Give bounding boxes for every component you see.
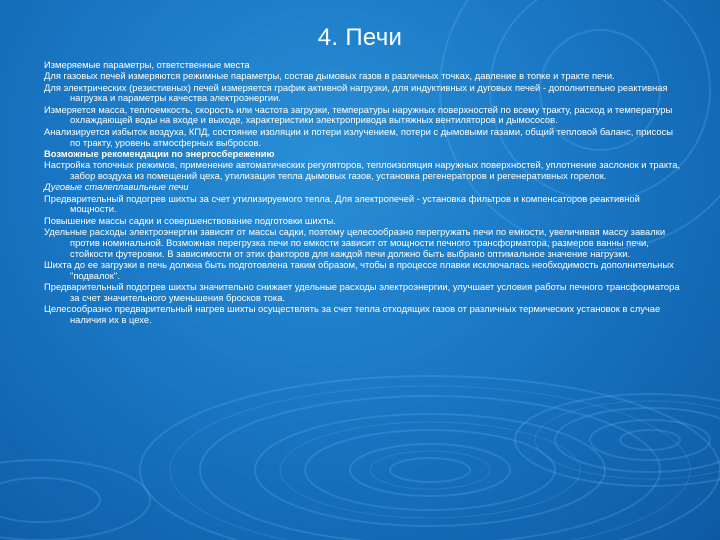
paragraph-measured-quantities: Измеряется масса, теплоемкость, скорость или частота загрузки, температуры наружных поверхностей по всему тракту, расход и температуры охлаждающей воды на входе и выходе, характеристики электропривода вытяжных вентиляторов и дымососов. bbox=[44, 103, 673, 126]
paragraph-furnace-tuning: Настройка топочных режимов, применение автоматических регуляторов, теплоизоляция наружных поверхностей, уплотнение заслонок и тракта, забор воздуха из помещений цеха, утилизация тепла дымовых газов, установка регенераторов и регенеративных горелок. bbox=[44, 159, 681, 181]
paragraph-charge-mass: Повышение массы садки и совершенствование подготовки шихты. bbox=[44, 214, 336, 226]
heading-measured-parameters: Измеряемые параметры, ответственные места bbox=[44, 59, 250, 70]
paragraph-charge-preparation: Шихта до ее загрузки в печь должна быть подготовлена таким образом, чтобы в процессе плавки исключалась необходимость дополнительных "подвалок". bbox=[44, 258, 674, 281]
paragraph-electric-furnaces: Для электрических (резистивных) печей измеряется график активной нагрузки, для индуктивных и дуговых печей - дополнительно реактивная нагрузка и параметры качества электроэнергии. bbox=[44, 81, 668, 104]
paragraph-analysis: Анализируется избыток воздуха, КПД, состояние изоляции и потери излучением, потери с дымовыми газами, общий тепловой баланс, присосы по тракту, уровень атмосферных выбросов. bbox=[44, 125, 673, 148]
slide-title: 4. Печи bbox=[317, 24, 403, 51]
paragraph-gas-furnaces: Для газовых печей измеряются режимные параметры, состав дымовых газов в различных точках, давление в топке и тракте печи. bbox=[44, 70, 615, 82]
paragraph-preheating-benefits: Предварительный подогрев шихты значительно снижает удельные расходы электроэнергии, улучшает условия работы печного трансформатора за счет значительного уменьшения бросков тока. bbox=[44, 280, 680, 303]
paragraph-exhaust-heat: Целесообразно предварительный нагрев шихты осуществлять за счет тепла отходящих газов от различных термических установок в случае наличия их в цехе. bbox=[44, 303, 661, 325]
slide-body bbox=[44, 60, 684, 326]
heading-recommendations: Возможные рекомендации по энергосбережению bbox=[44, 147, 275, 159]
heading-arc-furnaces: Дуговые сталеплавильные печи bbox=[44, 181, 189, 193]
paragraph-preheating: Предварительный подогрев шихты за счет утилизируемого тепла. Для электропечей - установка фильтров и компенсаторов реактивной мощности. bbox=[44, 192, 640, 215]
paragraph-specific-consumption: Удельные расходы электроэнергии зависят от массы садки, поэтому целесообразно перегружать печи по емкости, увеличивая массу завалки против номинальной. Возможная перегрузка печи по емкости зависит от мощности печного трансформатора, размеров ванны печи, стойкости футеровки. В зависимости от этих факторов для каждой печи должно быть выбрано оптимальное значение нагрузки. bbox=[44, 225, 666, 259]
